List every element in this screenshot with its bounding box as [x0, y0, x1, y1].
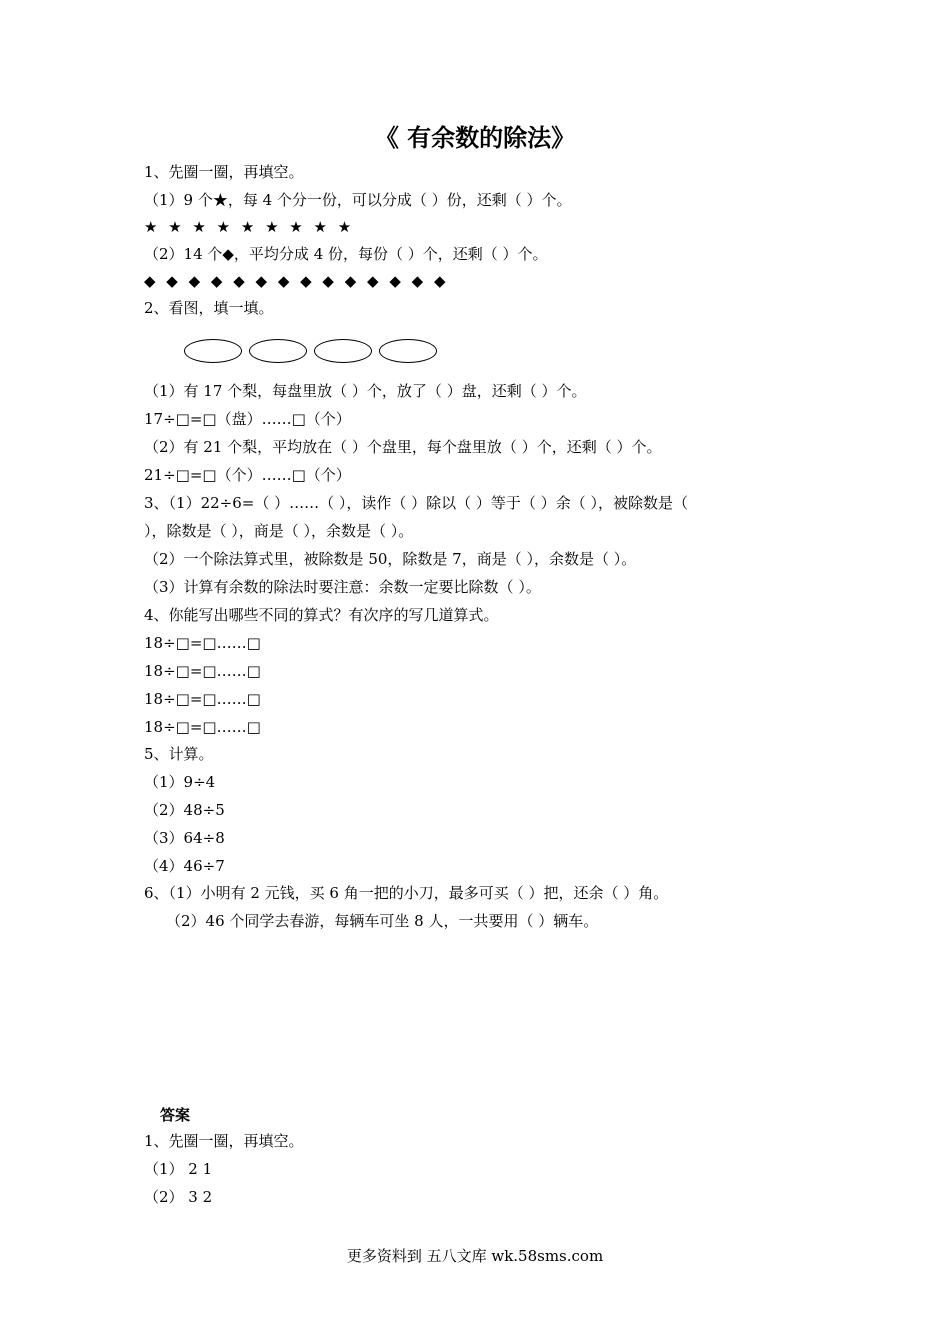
- q4-equation: 18÷□=□……□: [144, 690, 261, 708]
- q2-part1: （1）有 17 个梨，每盘里放（ ）个，放了（ ）盘，还剩（ ）个。: [144, 382, 587, 400]
- plate-oval: [379, 339, 437, 363]
- footer-text: 更多资料到 五八文库 wk.58sms.com: [346, 1247, 604, 1265]
- q3-part2: （2）一个除法算式里，被除数是 50，除数是 7，商是（ ），余数是（ ）。: [144, 550, 637, 568]
- q2-equation1: 17÷□=□（盘）……□（个）: [144, 410, 351, 428]
- q2-part2: （2）有 21 个梨，平均放在（ ）个盘里，每个盘里放（ ）个，还剩（ ）个。: [144, 438, 662, 456]
- plate-oval: [184, 339, 242, 363]
- q5-item: （4）46÷7: [144, 857, 225, 875]
- q3-line2: ），除数是（ ），商是（ ），余数是（ ）。: [144, 522, 414, 540]
- q4-equation: 18÷□=□……□: [144, 634, 261, 652]
- q2-equation2: 21÷□=□（个）……□（个）: [144, 466, 351, 484]
- q1-heading: 1、先圈一圈，再填空。: [144, 163, 304, 181]
- q5-item: （1）9÷4: [144, 773, 216, 791]
- answer-line: （1） 2 1: [144, 1160, 213, 1178]
- q5-item: （2）48÷5: [144, 801, 225, 819]
- q3-part3: （3）计算有余数的除法时要注意：余数一定要比除数（ ）。: [144, 578, 541, 596]
- q4-equation: 18÷□=□……□: [144, 662, 261, 680]
- q6-part1: 6、（1）小明有 2 元钱，买 6 角一把的小刀，最多可买（ ）把，还余（ ）角。: [144, 884, 669, 902]
- answers-heading: 1、先圈一圈，再填空。: [144, 1132, 304, 1150]
- q2-heading: 2、看图，填一填。: [144, 299, 274, 317]
- page-title: 《 有余数的除法》: [374, 123, 576, 152]
- q4-equation: 18÷□=□……□: [144, 718, 261, 736]
- q4-heading: 4、你能写出哪些不同的算式？有次序的写几道算式。: [144, 606, 499, 624]
- plate-oval: [249, 339, 307, 363]
- answer-line: （2） 3 2: [144, 1188, 213, 1206]
- diamond-row: ◆ ◆ ◆ ◆ ◆ ◆ ◆ ◆ ◆ ◆ ◆ ◆ ◆ ◆: [144, 272, 449, 290]
- q3-line1: 3、（1）22÷6=（ ）……（ ），读作（ ）除以（ ）等于（ ）余（ ），被除数是（: [144, 494, 688, 512]
- answers-title: 答案: [160, 1106, 191, 1124]
- q1-part2: （2）14 个◆，平均分成 4 份，每份（ ）个，还剩（ ）个。: [144, 245, 548, 263]
- q5-heading: 5、计算。: [144, 745, 214, 763]
- star-row: ★ ★ ★ ★ ★ ★ ★ ★ ★: [144, 218, 355, 236]
- q6-part2: （2）46 个同学去春游，每辆车可坐 8 人，一共要用（ ）辆车。: [166, 912, 599, 930]
- plate-oval: [314, 339, 372, 363]
- plate-ovals: [184, 339, 444, 367]
- q5-item: （3）64÷8: [144, 829, 225, 847]
- q1-part1: （1）9 个★，每 4 个分一份，可以分成（ ）份，还剩（ ）个。: [144, 191, 572, 209]
